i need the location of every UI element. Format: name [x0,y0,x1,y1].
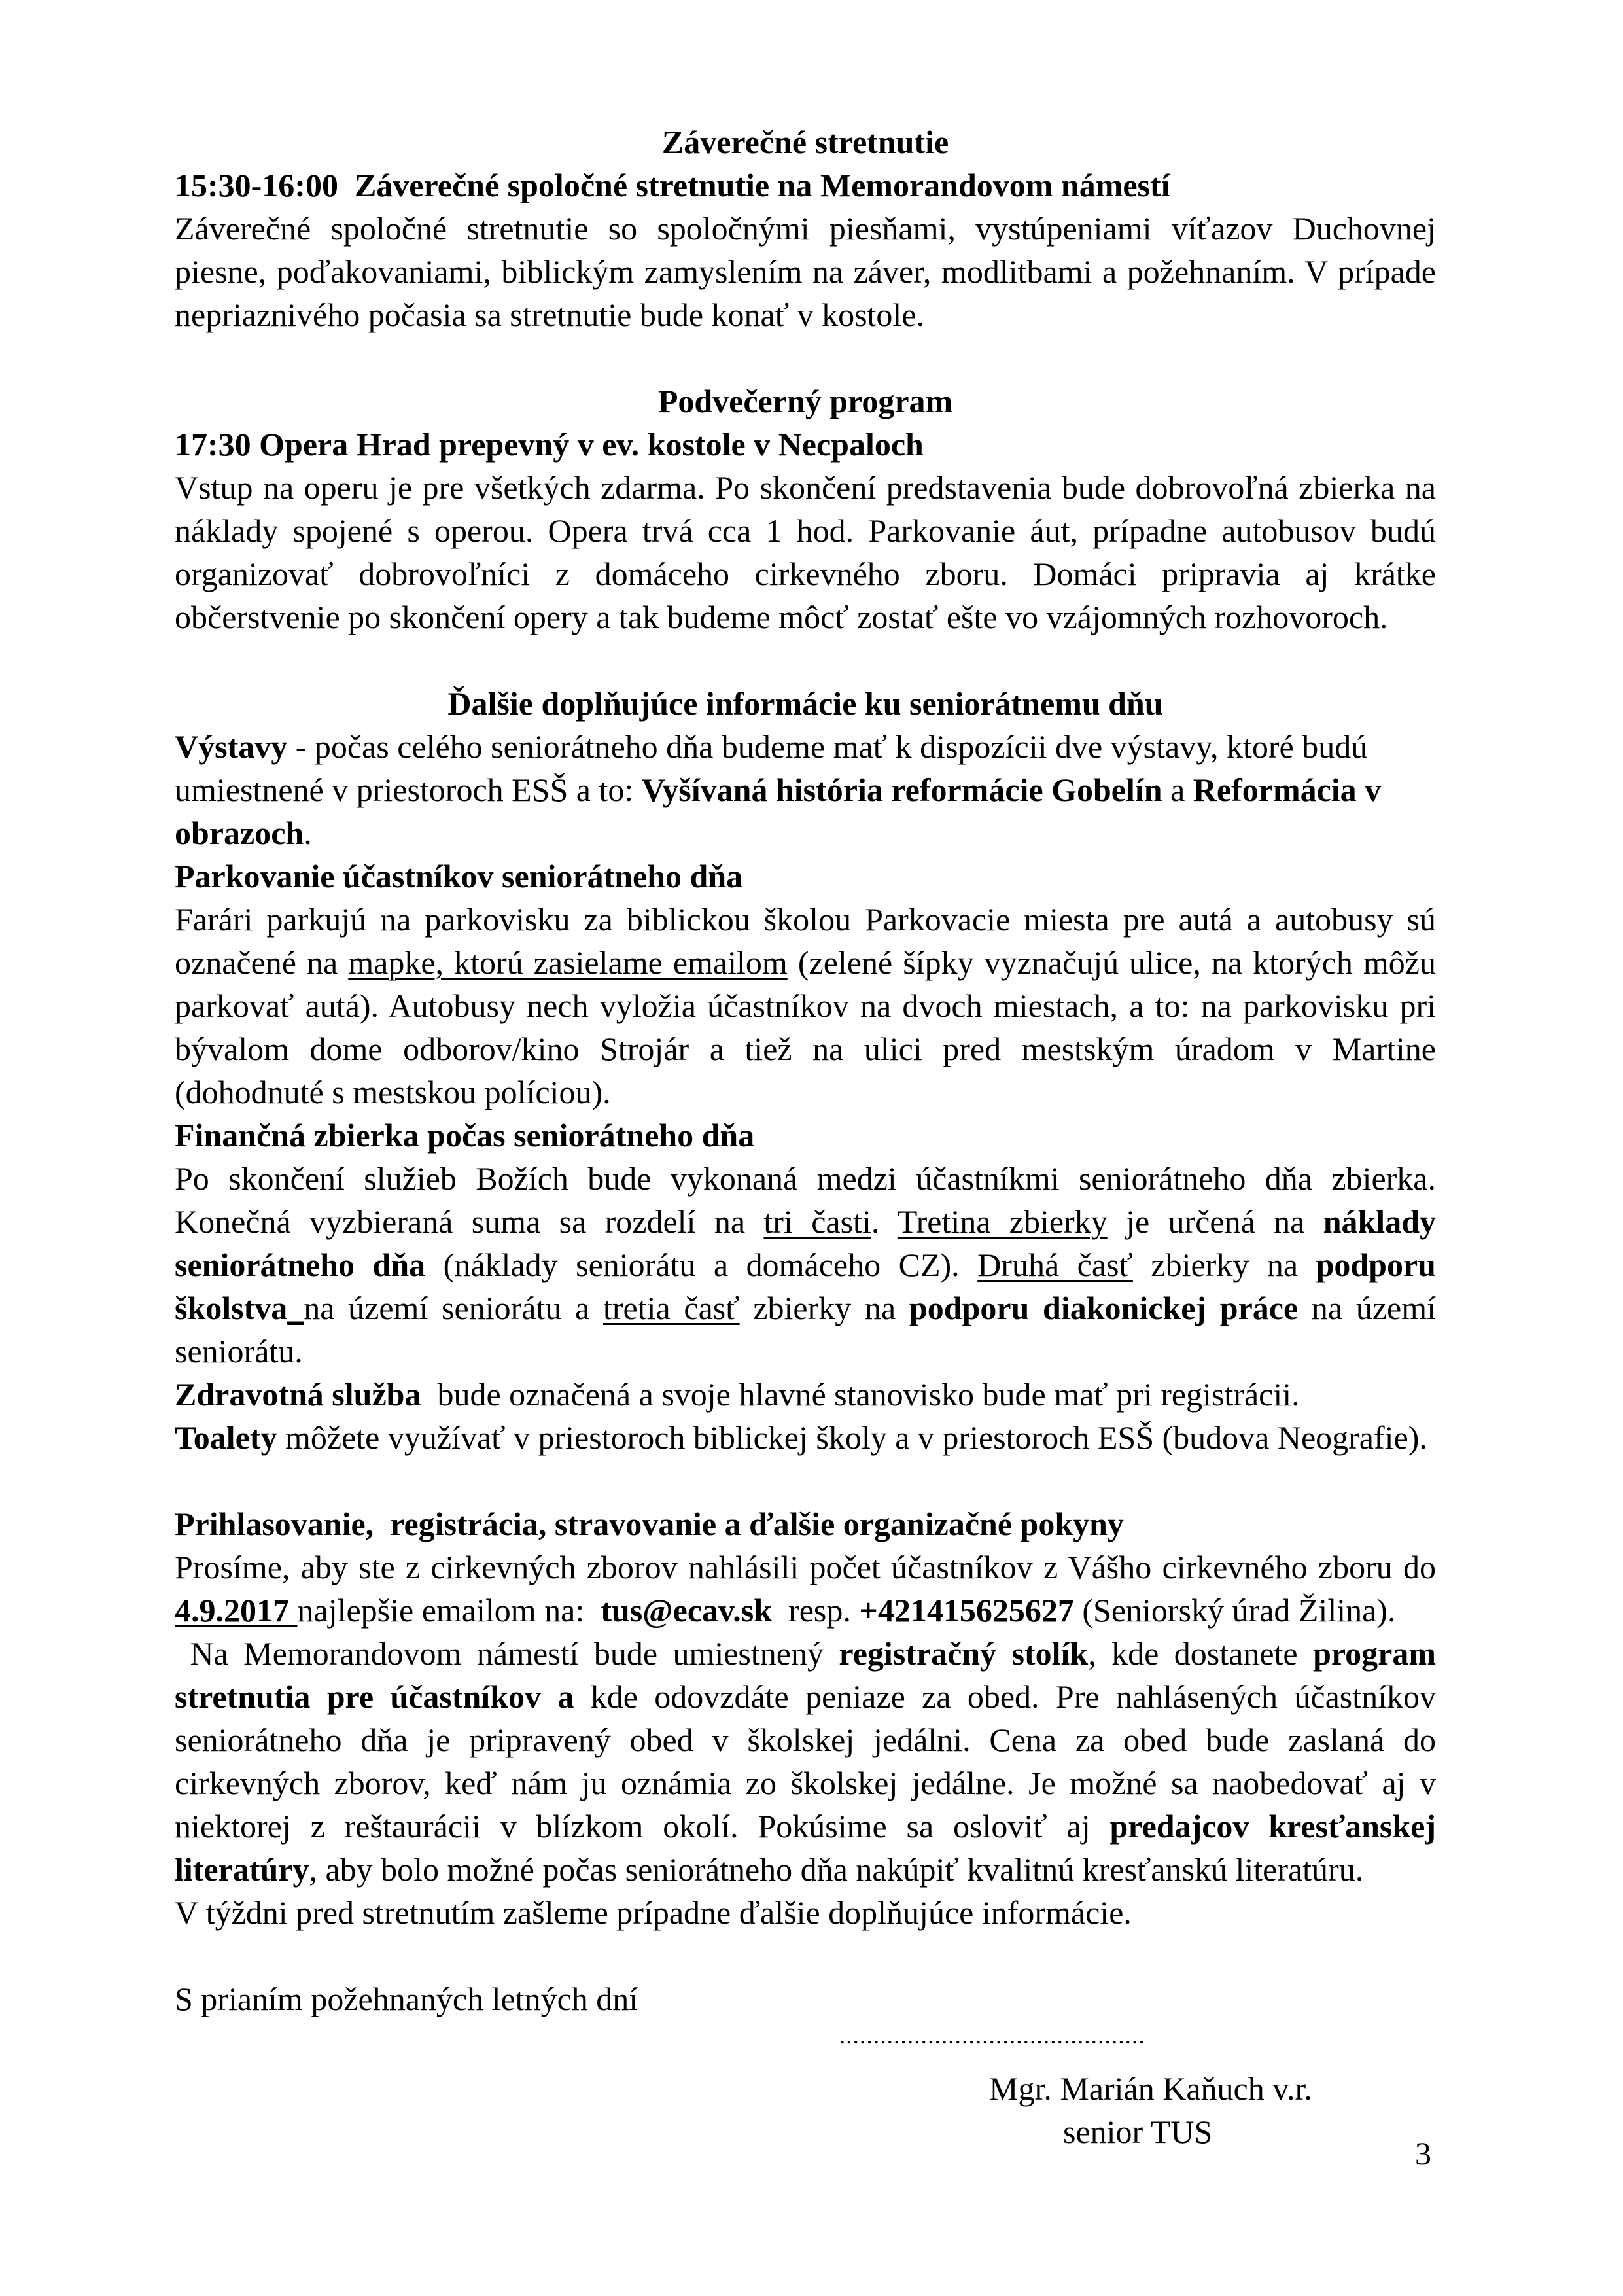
closing-greeting: S prianím požehnaných letných dní [175,1981,638,2017]
exhibitions-line [175,768,1436,811]
evening-title: 17:30 Opera Hrad prepevný v ev. kostole v Necpaloch [175,426,924,463]
parking-heading: Parkovanie účastníkov seniorátneho dňa [175,858,743,894]
collection-text: zbierky na [739,1290,909,1326]
underlined-third-part: tretia časť [602,1290,740,1326]
registration-heading: Prihlasovanie, registrácia, stravovanie a ďalšie organizačné pokyny [175,1506,1124,1542]
toilets-text: môžete využívať v priestoroch biblickej školy a v priestoroch ESŠ (budova Neografie). [277,1419,1427,1456]
registration-line [175,1589,1436,1632]
registration-text: niektorej z reštaurácii v blízkom okolí. Pokúsime sa osloviť aj [175,1808,1110,1845]
registration-line [175,1805,1436,1848]
closing-paragraph-line: piesne, poďakovaniami, biblickým zamyslením na záver, modlitbami a požehnaním. V prípade [175,253,1436,290]
spacer [175,1934,1436,1977]
evening-paragraph-line: Vstup na operu je pre všetkých zdarma. Po skončení predstavenia bude dobrovoľná zbierka na [175,469,1436,506]
collection-line [175,1200,1436,1243]
toilets-line [175,1416,1436,1459]
exhibit-gobelin: Vyšívaná história reformácie Gobelín [641,771,1162,808]
registration-text: , kde dostanete [1088,1635,1314,1672]
collection-text: je určená na [1107,1203,1323,1240]
deadline-date: 4.9.2017 [175,1592,298,1629]
exhibitions-line [175,811,1436,855]
health-service-text: bude označená a svoje hlavné stanovisko bude mať pri registrácii. [421,1376,1300,1413]
registration-text: , aby bolo možné počas seniorátneho dňa nakúpiť kvalitnú kresťanskú literatúru. [309,1851,1364,1888]
registration-line: seniorátneho dňa je pripravený obed v školskej jedálni. Cena za obed bude zaslaná do [175,1722,1436,1758]
collection-text: zbierky na [1132,1246,1316,1283]
closing-title [175,164,1436,207]
collection-text: (náklady seniorátu a domáceho CZ). [425,1246,978,1283]
parking-text: označené na [175,944,349,981]
registration-bold: predajcov kresťanskej [1109,1808,1437,1845]
exhibitions-text: umiestnené v priestoroch ESŠ a to: [175,771,642,808]
exhibitions-label: Výstavy [175,728,288,765]
registration-text: najlepšie emailom na: [297,1592,601,1629]
collection-text: . [871,1203,898,1240]
registration-line [175,1632,1436,1675]
parking-line: bývalom dome odborov/kino Strojár a tiež na ulici pred mestským úradom v Martine [175,1031,1436,1067]
exhibit-reformation-pictures-cont: obrazoch [175,815,304,851]
registration-text: kde odovzdáte peniaze za obed. Pre nahlásených účastníkov [574,1678,1436,1715]
registration-bold: stretnutia pre účastníkov a [175,1678,574,1715]
collection-text: na území [1298,1290,1436,1326]
spacer [175,1459,1436,1502]
parking-line: (dohodnuté s mestskou políciou). [175,1074,611,1110]
underscore: _ [287,1290,304,1326]
spacer [175,336,1436,380]
collection-text: Konečná vyzbieraná suma sa rozdelí na [175,1203,764,1240]
exhibitions-text: a [1162,771,1193,808]
contact-phone: +421415625627 [859,1592,1074,1629]
signature-role: senior TUS [1063,2113,1213,2150]
collection-text: na území seniorátu a [304,1290,603,1326]
health-service-line [175,1373,1436,1416]
registration-line [175,1848,1436,1891]
registration-line: cirkevných zborov, keď nám ju oznámia zo školskej jedálne. Je možné sa naobedovať aj v [175,1765,1436,1801]
exhibit-reformation-pictures: Reformácia v [1193,771,1382,808]
registration-bold: literatúry [175,1851,309,1888]
parking-line: parkovať autá). Autobusy nech vyložia účastníkov na dvoch miestach, a to: na parkovisku pri [175,987,1436,1024]
evening-paragraph-line: náklady spojené s operou. Opera trvá cca 1 hod. Parkovanie áut, prípadne autobusov budú [175,512,1436,549]
contact-email: tus@ecav.sk [601,1592,773,1629]
health-service-label: Zdravotná služba [175,1376,421,1413]
registration-bold: program [1313,1635,1437,1672]
registration-bold: registračný stolík [839,1635,1089,1672]
collection-bold: podporu [1316,1246,1436,1283]
collection-line [175,1286,1436,1330]
parking-line: Farári parkujú na parkovisku za biblickou školou Parkovacie miesta pre autá a autobusy sú [175,901,1436,938]
underlined-second-part: Druhá časť [977,1246,1133,1283]
registration-text: resp. [772,1592,860,1629]
section-heading-info: Ďalšie doplňujúce informácie ku seniorátnemu dňu [447,685,1163,722]
exhibitions-text: - počas celého seniorátneho dňa budeme mať k dispozícii dve výstavy, ktoré budú [287,728,1368,765]
closing-paragraph-line: Záverečné spoločné stretnutie so spoločnými piesňami, vystúpeniami víťazov Duchovnej [175,210,1436,247]
registration-text: (Seniorský úrad Žilina). [1073,1592,1396,1629]
evening-paragraph-line: organizovať dobrovoľníci z domáceho cirkevného zboru. Domáci pripravia aj krátke [175,556,1436,592]
evening-paragraph-line: občerstvenie po skončení opery a tak budeme môcť zostať ešte vo vzájomných rozhovoroch. [175,599,1388,635]
signature-name: Mgr. Marián Kaňuch v.r. [989,2070,1312,2107]
collection-heading: Finančná zbierka počas seniorátneho dňa [175,1117,755,1154]
registration-line: V týždni pred stretnutím zašleme prípadne ďalšie doplňujúce informácie. [175,1894,1132,1931]
registration-line [175,1675,1436,1718]
collection-bold: náklady [1323,1203,1437,1240]
closing-paragraph-line: nepriaznivého počasia sa stretnutie bude konať v kostole. [175,296,925,333]
parking-text: (zelené šípky vyznačujú ulice, na ktorých môžu [787,944,1436,981]
closing-time: 15:30-16:00 [175,167,338,203]
exhibitions-text: . [304,815,312,851]
collection-line: seniorátu. [175,1333,303,1369]
toilets-label: Toalety [175,1419,277,1456]
underlined-third: Tretina zbierky [897,1203,1108,1240]
collection-line: Po skončení služieb Božích bude vykonaná medzi účastníkmi seniorátneho dňa zbierka. [175,1160,1436,1197]
document-page [175,120,1436,2021]
page-number: 3 [1415,2135,1431,2172]
spacer [175,639,1436,682]
section-heading-closing: Záverečné stretnutie [661,124,949,160]
collection-bold: školstva [175,1290,288,1326]
section-heading-evening: Podvečerný program [657,383,953,419]
collection-bold: podporu diakonickej práce [909,1290,1299,1326]
exhibitions-line [175,725,1436,768]
collection-line [175,1243,1436,1286]
collection-bold: seniorátneho dňa [175,1246,426,1283]
closing-title-text: Záverečné spoločné stretnutie na Memorandovom námestí [354,167,1170,203]
map-reference-link: mapke, ktorú zasielame emailom [348,944,788,981]
underlined-three-parts: tri časti [763,1203,871,1240]
registration-line: Prosíme, aby ste z cirkevných zborov nahlásili počet účastníkov z Vášho cirkevného zboru do [175,1549,1436,1585]
signature-line: ............................................. [839,2022,1145,2049]
parking-line [175,941,1436,984]
registration-text: Na Memorandovom námestí bude umiestnený [175,1635,839,1672]
